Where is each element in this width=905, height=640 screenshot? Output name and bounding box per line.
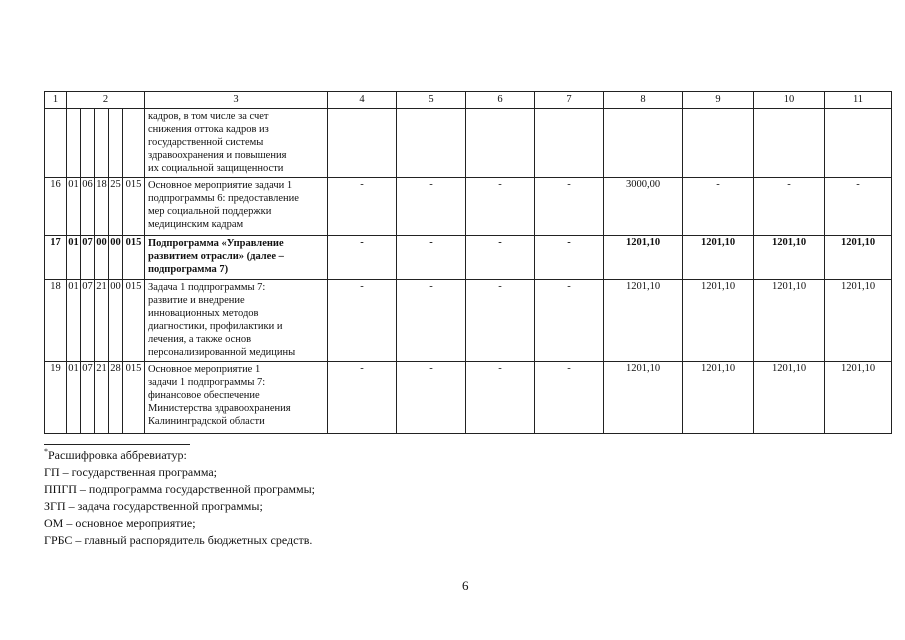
table-row [45,109,892,178]
description-cell [145,236,328,280]
value-cell: - [328,178,397,236]
value-cell: - [466,178,535,236]
value-cell [604,109,683,178]
code-cell: 07 [81,362,95,434]
code-cell: 01 [67,362,81,434]
code-cell [109,109,123,178]
column-header: 6 [466,92,535,109]
description-line: Основное мероприятие задачи 1 [148,180,293,191]
value-cell: - [466,280,535,362]
value-cell: 1201,10 [754,280,825,362]
column-header: 3 [145,92,328,109]
value-cell [825,109,892,178]
footnote-item: ЗГП – задача государственной программы; [44,499,263,513]
value-cell: - [683,178,754,236]
code-cell: 015 [123,178,145,236]
table-row [45,178,892,236]
description-cell [145,178,328,236]
table-header-row [45,92,892,109]
value-cell: - [466,236,535,280]
value-cell: 1201,10 [683,280,754,362]
value-cell: 1201,10 [604,236,683,280]
description-line: лечения, а также основ [148,334,252,345]
code-cell: 01 [67,236,81,280]
value-cell [754,109,825,178]
value-cell: 1201,10 [825,236,892,280]
description-line: финансовое обеспечение [148,390,260,401]
code-cell: 18 [95,178,109,236]
footnote-separator [44,444,190,445]
value-cell: 1201,10 [825,362,892,434]
column-header: 4 [328,92,397,109]
page-number: 6 [462,578,469,593]
value-cell [397,109,466,178]
row-number-cell: 18 [45,280,67,362]
value-cell: - [825,178,892,236]
footnote-item: ОМ – основное мероприятие; [44,516,196,530]
code-cell: 25 [109,178,123,236]
value-cell: 1201,10 [825,280,892,362]
description-line: Задача 1 подпрограммы 7: [148,282,266,293]
column-header: 9 [683,92,754,109]
value-cell: - [328,280,397,362]
code-cell: 00 [109,236,123,280]
column-header: 5 [397,92,466,109]
code-cell: 00 [109,280,123,362]
value-cell: 1201,10 [604,280,683,362]
code-cell: 00 [95,236,109,280]
description-line: мер социальной поддержки [148,206,272,217]
value-cell [328,109,397,178]
value-cell: - [535,236,604,280]
description-line: развитие и внедрение [148,295,245,306]
value-cell: - [397,280,466,362]
column-header: 7 [535,92,604,109]
footnote-item: ППГП – подпрограмма государственной программы; [44,482,315,496]
description-line: снижения оттока кадров из [148,124,269,135]
value-cell: - [397,362,466,434]
row-number-cell [45,109,67,178]
footnote-title-text: Расшифровка аббревиатур: [48,448,187,462]
description-line: подпрограммы 6: предоставление [148,193,299,204]
footnote-mark: * [44,447,48,456]
description-cell [145,109,328,178]
code-cell: 015 [123,280,145,362]
value-cell: - [328,362,397,434]
value-cell [683,109,754,178]
description-line: развитием отрасли» (далее – [148,251,284,262]
description-line: Министерства здравоохранения [148,403,291,414]
footnotes [44,447,315,549]
row-number-cell: 17 [45,236,67,280]
description-cell [145,362,328,434]
description-line: диагностики, профилактики и [148,321,283,332]
table-row [45,280,892,362]
value-cell: - [535,178,604,236]
value-cell: - [397,178,466,236]
description-line: кадров, в том числе за счет [148,111,269,122]
value-cell [466,109,535,178]
row-number-cell: 19 [45,362,67,434]
value-cell: 1201,10 [754,362,825,434]
value-cell: 1201,10 [604,362,683,434]
column-header: 2 [67,92,145,109]
column-header: 8 [604,92,683,109]
footnote-title [44,447,315,464]
value-cell: - [466,362,535,434]
code-cell [81,109,95,178]
value-cell: 1201,10 [754,236,825,280]
description-line: Калининградской области [148,416,265,427]
footnote-item: ГП – государственная программа; [44,465,217,479]
value-cell: 1201,10 [683,236,754,280]
table-row [45,236,892,280]
value-cell: - [535,280,604,362]
value-cell: 1201,10 [683,362,754,434]
budget-table [44,91,892,434]
description-line: персонализированной медицины [148,347,296,358]
value-cell: - [328,236,397,280]
code-cell: 015 [123,362,145,434]
value-cell: - [754,178,825,236]
code-cell [67,109,81,178]
code-cell: 21 [95,280,109,362]
description-line: государственной системы [148,137,264,148]
code-cell: 06 [81,178,95,236]
value-cell [535,109,604,178]
column-header: 1 [45,92,67,109]
code-cell: 07 [81,236,95,280]
code-cell: 01 [67,280,81,362]
description-line: их социальной защищенности [148,163,284,174]
value-cell: 3000,00 [604,178,683,236]
code-cell: 28 [109,362,123,434]
description-line: задачи 1 подпрограммы 7: [148,377,266,388]
code-cell [123,109,145,178]
row-number-cell: 16 [45,178,67,236]
value-cell: - [535,362,604,434]
description-line: подпрограмма 7) [148,264,229,275]
code-cell: 07 [81,280,95,362]
code-cell: 01 [67,178,81,236]
description-line: Основное мероприятие 1 [148,364,261,375]
description-line: медицинским кадрам [148,219,244,230]
description-line: здравоохранения и повышения [148,150,287,161]
code-cell: 21 [95,362,109,434]
footnote-item: ГРБС – главный распорядитель бюджетных средств. [44,533,313,547]
value-cell: - [397,236,466,280]
description-line: Подпрограмма «Управление [148,238,284,249]
code-cell [95,109,109,178]
description-cell [145,280,328,362]
code-cell: 015 [123,236,145,280]
table-row [45,362,892,434]
column-header: 10 [754,92,825,109]
column-header: 11 [825,92,892,109]
description-line: инновационных методов [148,308,259,319]
